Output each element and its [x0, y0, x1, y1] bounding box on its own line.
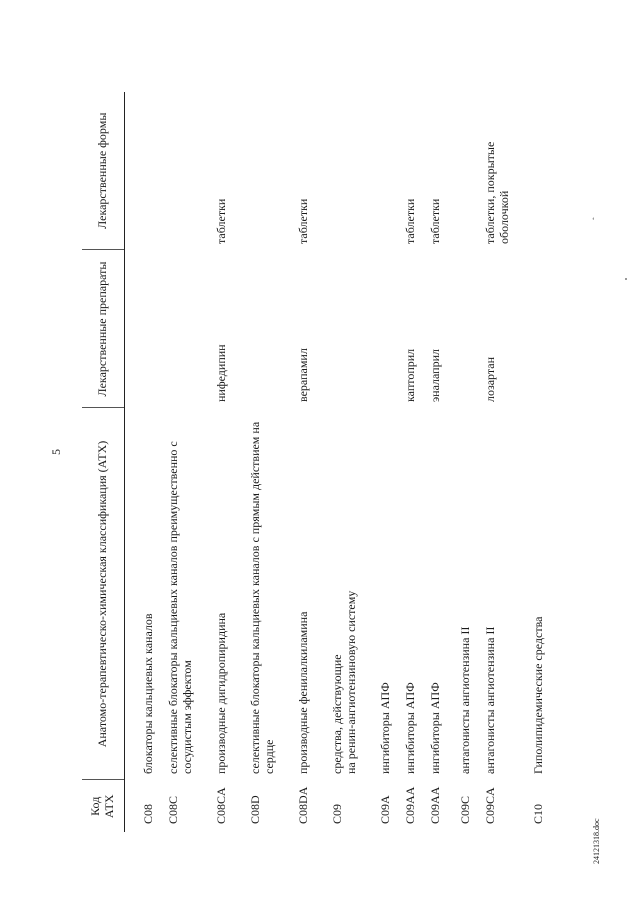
atc-class-cell: ингибиторы АПФ — [403, 682, 417, 774]
table-row — [483, 92, 531, 832]
drug-cell: нифедипин — [214, 344, 228, 402]
dosage-form-cell: таблетки — [214, 198, 228, 244]
atc-class-cell: блокаторы кальциевых каналов — [141, 613, 155, 774]
atc-code-cell: C08 — [141, 803, 155, 824]
atc-code-cell: C08DA — [296, 786, 310, 824]
atc-class-cell: антагонисты ангиотензина II — [483, 626, 497, 774]
table-row — [296, 92, 330, 832]
drug-cell: лозартан — [483, 356, 497, 402]
drug-cell — [330, 250, 378, 408]
page-number: 5 — [49, 449, 63, 455]
atc-code-cell: C08C — [166, 795, 180, 824]
table-row — [248, 92, 296, 832]
table-body — [125, 92, 566, 832]
atc-class-cell: производные дигидропиридина — [214, 612, 228, 774]
atc-code-cell: C09CA — [483, 787, 497, 824]
atc-class-cell: Гиполипидемические средства — [531, 616, 545, 774]
table-row — [403, 92, 428, 832]
table-row — [166, 92, 214, 832]
drug-cell — [166, 250, 214, 408]
dosage-form-cell: таблетки — [296, 198, 310, 244]
table-row — [531, 92, 565, 832]
table-row — [458, 92, 483, 832]
stray-dot — [625, 278, 627, 280]
atc-code-cell: C08D — [248, 795, 262, 824]
dosage-form-cell — [330, 92, 378, 250]
header-atc-code: Код АТХ — [82, 780, 125, 832]
table-row — [330, 92, 378, 832]
header-dosage-forms: Лекарственные формы — [82, 92, 125, 250]
dosage-form-cell: таблетки — [403, 198, 417, 244]
atc-code-cell: C10 — [531, 803, 545, 824]
dosage-form-cell — [166, 92, 214, 250]
dosage-form-cell — [248, 92, 296, 250]
atc-class-cell: селективные блокаторы кальциевых каналов преимущественно с сосудистым эффектом — [166, 441, 195, 774]
header-atc-classification: Анатомо-терапевтическо-химическая классификация (АТХ) — [82, 408, 125, 780]
atc-code-cell: C09AA — [403, 786, 417, 824]
dosage-form-cell — [458, 92, 483, 250]
atc-class-cell: производные фенилалкиламина — [296, 611, 310, 774]
table-row — [214, 92, 248, 832]
dosage-form-cell: таблетки, покрытые оболочкой — [483, 141, 512, 244]
table-header-row — [82, 92, 125, 832]
atc-code-cell: C09C — [458, 795, 472, 824]
stray-mark: ʻ — [592, 216, 595, 225]
table-row — [141, 92, 166, 832]
drug-cell: эналаприл — [428, 349, 442, 402]
drug-cell — [458, 250, 483, 408]
dosage-form-cell — [378, 92, 403, 250]
drug-cell: каптоприл — [403, 348, 417, 402]
atc-class-cell: антагонисты ангиотензина II — [458, 626, 472, 774]
atc-class-cell: ингибиторы АПФ — [428, 682, 442, 774]
drug-cell — [248, 250, 296, 408]
atc-code-cell: C09A — [378, 795, 392, 824]
drug-cell — [141, 250, 166, 408]
drug-cell — [531, 250, 565, 408]
dosage-form-cell — [141, 92, 166, 250]
drug-cell — [378, 250, 403, 408]
table-row — [378, 92, 403, 832]
dosage-form-cell: таблетки — [428, 198, 442, 244]
atc-code-cell: C09AA — [428, 786, 442, 824]
table-spacer-row — [125, 92, 142, 832]
atc-code-cell: C09 — [330, 803, 344, 824]
drug-cell: верапамил — [296, 348, 310, 402]
atc-class-cell: ингибиторы АПФ — [378, 682, 392, 774]
atc-class-cell: средства, действующие на ренин-ангиотензиновую систему — [330, 590, 359, 774]
header-drugs: Лекарственные препараты — [82, 250, 125, 408]
table-row — [428, 92, 458, 832]
atc-drug-table — [82, 92, 545, 832]
dosage-form-cell — [531, 92, 565, 250]
atc-code-cell: C08CA — [214, 787, 228, 824]
footer-filename: 24121318.doc — [592, 818, 601, 864]
atc-class-cell: селективные блокаторы кальциевых каналов с прямым действием на сердце — [248, 421, 277, 774]
